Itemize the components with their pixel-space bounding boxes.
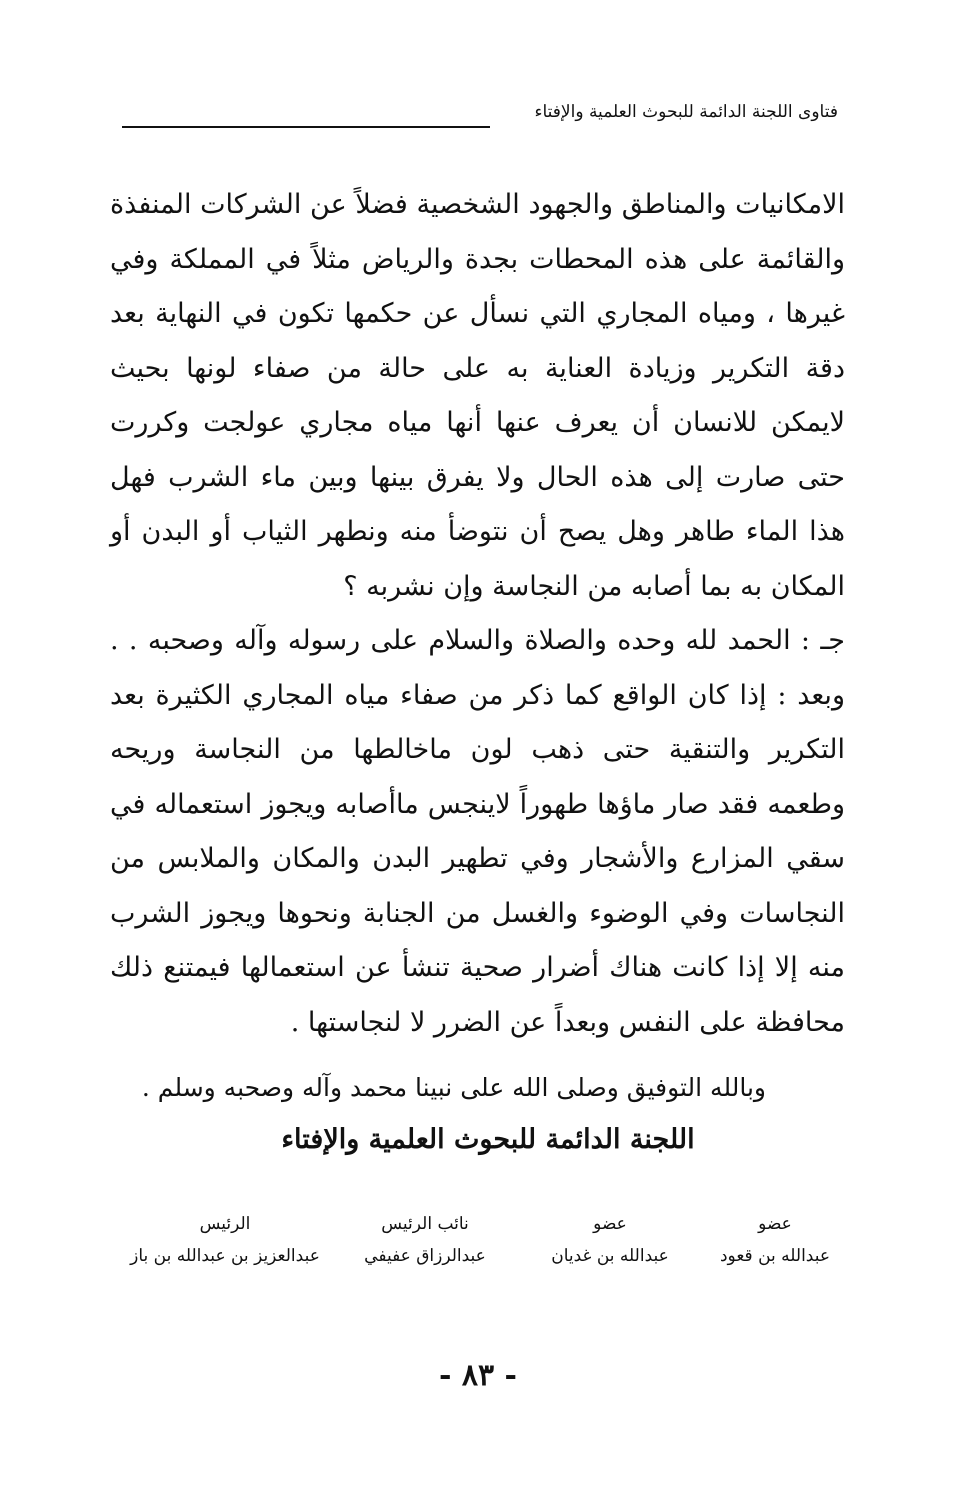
signatory-name: عبدالله بن قعود — [719, 1246, 830, 1266]
closing-line: وبالله التوفيق وصلى الله على نبينا محمد وآله وصحبه وسلم . — [141, 1073, 766, 1102]
body-text — [110, 178, 845, 1050]
header-rule — [122, 126, 490, 128]
signatory-1 — [710, 1208, 840, 1272]
signatory-role: عضو — [593, 1214, 627, 1234]
signatory-role: نائب الرئيس — [381, 1214, 469, 1234]
page-number: - ٨٣ - — [438, 1358, 518, 1393]
signatures-block — [120, 1208, 840, 1278]
running-header: فتاوى اللجنة الدائمة للبحوث العلمية والإفتاء — [534, 102, 838, 122]
signatory-role: الرئيس — [199, 1214, 251, 1234]
signatory-4 — [120, 1208, 330, 1272]
signatory-2 — [540, 1208, 680, 1272]
committee-name: اللجنة الدائمة للبحوث العلمية والإفتاء — [281, 1124, 695, 1155]
signatory-name: عبدالعزيز بن عبدالله بن باز — [130, 1246, 320, 1266]
answer-paragraph: جـ : الحمد لله وحده والصلاة والسلام على رسوله وآله وصحبه . . وبعد : إذا كان الواقع كما ذكر من صفاء مياه المجاري الكثيرة بعد التكرير والتنقية حتى ذهب لون ماخالطها من النجاسة وريحه وطعمه فقد صار ماؤها طهوراً لاينجس ماأصابه ويجوز استعماله في سقي المزارع والأشجار وفي تطهير البدن والمكان والملابس من النجاسات وفي الوضوء والغسل من الجنابة ونحوها ويجوز الشرب منه إلا إذا كانت هناك أضرار صحية تنشأ عن استعمالها فيمتنع ذلك محافظة على النفس وبعداً عن الضرر لا لنجاستها . — [110, 625, 845, 1038]
signatory-name: عبدالرزاق عفيفي — [364, 1246, 486, 1266]
signatory-name: عبدالله بن غديان — [551, 1246, 669, 1266]
signatory-role: عضو — [758, 1214, 792, 1234]
question-paragraph: الامكانيات والمناطق والجهود الشخصية فضلاً عن الشركات المنفذة والقائمة على هذه المحطات بجدة والرياض مثلاً في المملكة وفي غيرها ، ومياه المجاري التي نسأل عن حكمها تكون في النهاية بعد دقة التكرير وزيادة العناية به على حالة من صفاء لونها بحيث لايمكن للانسان أن يعرف عنها أنها مياه مجاري عولجت وكررت حتى صارت إلى هذه الحال ولا يفرق بينها وبين ماء الشرب فهل هذا الماء طاهر وهل يصح أن نتوضأ منه ونطهر الثياب أو البدن أو المكان به بما أصابه من النجاسة وإن نشربه ؟ — [110, 189, 845, 602]
signatory-3 — [350, 1208, 500, 1272]
